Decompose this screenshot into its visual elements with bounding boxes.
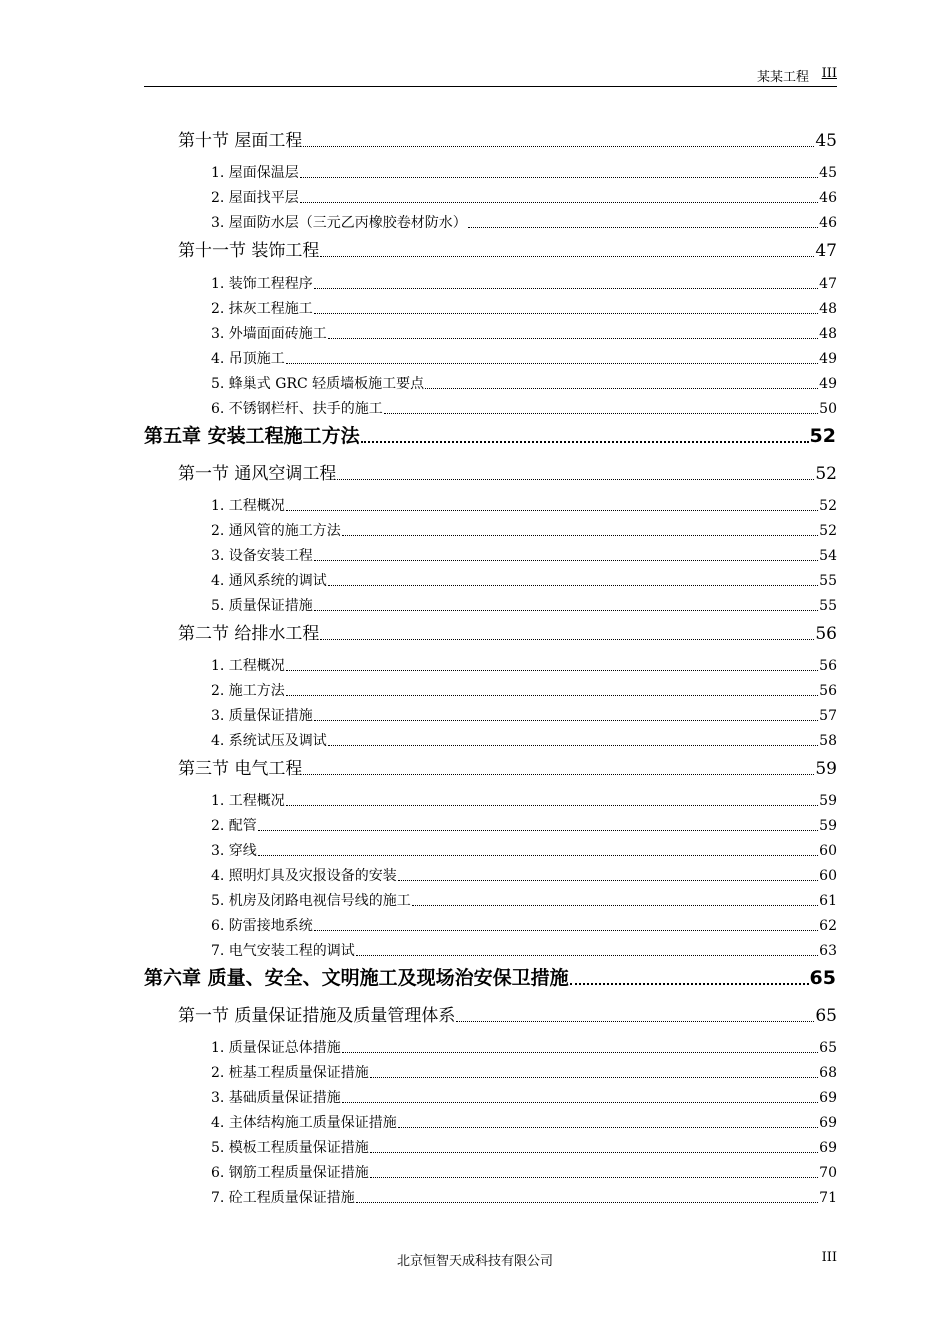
header-page-number: III — [821, 66, 837, 81]
toc-entry-label: 7. 电气安装工程的调试 — [211, 943, 355, 959]
toc-entry-page: 57 — [819, 708, 837, 724]
toc-entry-label: 1. 工程概况 — [211, 793, 285, 809]
toc-entry-page: 70 — [819, 1165, 837, 1181]
toc-entry-page: 65 — [819, 1040, 837, 1056]
toc-entry[interactable] — [211, 273, 837, 293]
toc-entry[interactable] — [211, 890, 837, 910]
toc-entry-label: 2. 桩基工程质量保证措施 — [211, 1065, 369, 1081]
toc-leader-dots — [314, 930, 818, 931]
toc-entry[interactable] — [211, 398, 837, 418]
toc-leader-dots — [303, 774, 814, 775]
toc-leader-dots — [342, 1052, 818, 1053]
toc-leader-dots — [328, 745, 818, 746]
toc-entry-page: 52 — [819, 498, 837, 514]
toc-entry[interactable] — [144, 963, 836, 990]
toc-entry[interactable] — [211, 298, 837, 318]
toc-entry-label: 4. 吊顶施工 — [211, 351, 285, 367]
toc-entry-page: 49 — [819, 351, 837, 367]
toc-entry-page: 61 — [819, 893, 837, 909]
toc-entry[interactable] — [178, 1001, 837, 1026]
toc-entry-page: 65 — [809, 967, 836, 989]
toc-leader-dots — [286, 363, 818, 364]
toc-leader-dots — [314, 313, 818, 314]
toc-leader-dots — [425, 388, 818, 389]
toc-entry[interactable] — [211, 655, 837, 675]
toc-entry-page: 48 — [819, 301, 837, 317]
toc-entry-label: 3. 基础质量保证措施 — [211, 1090, 341, 1106]
toc-entry-label: 1. 工程概况 — [211, 658, 285, 674]
toc-entry[interactable] — [211, 1037, 837, 1057]
toc-entry[interactable] — [211, 520, 837, 540]
toc-entry-page: 68 — [819, 1065, 837, 1081]
toc-entry-page: 59 — [819, 818, 837, 834]
toc-entry-page: 47 — [815, 241, 837, 261]
toc-entry[interactable] — [211, 162, 837, 182]
toc-leader-dots — [314, 288, 818, 289]
toc-entry[interactable] — [211, 323, 837, 343]
toc-entry-label: 4. 主体结构施工质量保证措施 — [211, 1115, 397, 1131]
toc-entry-page: 59 — [815, 759, 837, 779]
toc-entry[interactable] — [211, 940, 837, 960]
toc-entry[interactable] — [178, 236, 837, 261]
toc-entry[interactable] — [211, 915, 837, 935]
toc-leader-dots — [370, 1077, 818, 1078]
toc-entry-page: 48 — [819, 326, 837, 342]
toc-entry-page: 69 — [819, 1140, 837, 1156]
toc-entry-label: 3. 质量保证措施 — [211, 708, 313, 724]
toc-entry-page: 52 — [819, 523, 837, 539]
toc-entry-page: 69 — [819, 1090, 837, 1106]
toc-entry-label: 3. 穿线 — [211, 843, 257, 859]
toc-leader-dots — [314, 560, 818, 561]
toc-leader-dots — [300, 202, 818, 203]
toc-entry[interactable] — [211, 1112, 837, 1132]
toc-entry[interactable] — [211, 495, 837, 515]
toc-leader-dots — [320, 639, 814, 640]
toc-entry-label: 第一节 质量保证措施及质量管理体系 — [178, 1006, 456, 1026]
toc-entry-label: 1. 装饰工程程序 — [211, 276, 313, 292]
toc-entry[interactable] — [211, 680, 837, 700]
toc-entry[interactable] — [211, 1162, 837, 1182]
toc-entry[interactable] — [178, 126, 837, 151]
toc-entry[interactable] — [211, 545, 837, 565]
toc-entry-page: 60 — [819, 843, 837, 859]
toc-entry-label: 第二节 给排水工程 — [178, 624, 320, 644]
toc-leader-dots — [286, 510, 818, 511]
toc-entry-page: 58 — [819, 733, 837, 749]
toc-leader-dots — [300, 177, 818, 178]
toc-entry[interactable] — [211, 570, 837, 590]
toc-entry-label: 6. 防雷接地系统 — [211, 918, 313, 934]
toc-entry-label: 第十一节 装饰工程 — [178, 241, 320, 261]
toc-leader-dots — [303, 146, 814, 147]
toc-leader-dots — [370, 1152, 818, 1153]
toc-entry-label: 1. 质量保证总体措施 — [211, 1040, 341, 1056]
toc-entry-page: 71 — [819, 1190, 837, 1206]
toc-entry-label: 4. 通风系统的调试 — [211, 573, 327, 589]
toc-leader-dots — [361, 441, 809, 443]
toc-entry-page: 46 — [819, 190, 837, 206]
toc-entry[interactable] — [144, 421, 836, 448]
toc-leader-dots — [456, 1021, 814, 1022]
toc-entry-label: 1. 屋面保温层 — [211, 165, 299, 181]
footer-page-number: III — [821, 1250, 837, 1265]
toc-leader-dots — [384, 413, 818, 414]
toc-entry[interactable] — [178, 754, 837, 779]
toc-entry-page: 56 — [819, 683, 837, 699]
toc-entry-label: 5. 质量保证措施 — [211, 598, 313, 614]
toc-entry[interactable] — [211, 373, 837, 393]
toc-leader-dots — [258, 855, 818, 856]
toc-entry[interactable] — [211, 1062, 837, 1082]
toc-entry-label: 2. 配管 — [211, 818, 257, 834]
toc-entry-label: 第三节 电气工程 — [178, 759, 303, 779]
toc-entry-label: 5. 蜂巢式 GRC 轻质墙板施工要点 — [211, 376, 425, 392]
toc-entry-page: 52 — [815, 464, 837, 484]
toc-leader-dots — [314, 720, 818, 721]
toc-entry-page: 45 — [819, 165, 837, 181]
toc-entry-page: 65 — [815, 1006, 837, 1026]
toc-entry-page: 50 — [819, 401, 837, 417]
toc-leader-dots — [570, 983, 809, 985]
toc-entry-page: 59 — [819, 793, 837, 809]
toc-entry-label: 第五章 安装工程施工方法 — [144, 425, 360, 447]
toc-entry-label: 6. 不锈钢栏杆、扶手的施工 — [211, 401, 383, 417]
toc-leader-dots — [258, 830, 818, 831]
toc-entry-label: 1. 工程概况 — [211, 498, 285, 514]
toc-leader-dots — [398, 880, 818, 881]
toc-entry-page: 55 — [819, 598, 837, 614]
toc-leader-dots — [328, 585, 818, 586]
toc-entry-label: 3. 设备安装工程 — [211, 548, 313, 564]
toc-entry-label: 2. 施工方法 — [211, 683, 285, 699]
toc-entry-label: 第一节 通风空调工程 — [178, 464, 337, 484]
toc-leader-dots — [356, 955, 818, 956]
toc-entry[interactable] — [211, 1087, 837, 1107]
toc-leader-dots — [412, 905, 818, 906]
toc-entry[interactable] — [211, 1187, 837, 1207]
toc-leader-dots — [320, 256, 814, 257]
toc-entry[interactable] — [211, 595, 837, 615]
toc-entry-page: 52 — [809, 425, 836, 447]
toc-leader-dots — [328, 338, 818, 339]
toc-entry-label: 第六章 质量、安全、文明施工及现场治安保卫措施 — [144, 967, 569, 989]
toc-leader-dots — [468, 227, 818, 228]
toc-entry-page: 55 — [819, 573, 837, 589]
toc-entry-page: 63 — [819, 943, 837, 959]
toc-entry-page: 49 — [819, 376, 837, 392]
toc-entry[interactable] — [178, 459, 837, 484]
toc-entry-label: 4. 系统试压及调试 — [211, 733, 327, 749]
toc-entry[interactable] — [178, 619, 837, 644]
toc-leader-dots — [314, 610, 818, 611]
toc-entry[interactable] — [211, 790, 837, 810]
toc-leader-dots — [370, 1177, 818, 1178]
toc-entry-page: 62 — [819, 918, 837, 934]
toc-entry-page: 45 — [815, 131, 837, 151]
toc-entry-label: 4. 照明灯具及灾报设备的安装 — [211, 868, 397, 884]
toc-entry-label: 5. 模板工程质量保证措施 — [211, 1140, 369, 1156]
footer-company: 北京恒智天成科技有限公司 — [396, 1254, 553, 1269]
toc-entry-page: 56 — [815, 624, 837, 644]
toc-entry[interactable] — [211, 730, 837, 750]
toc-entry-label: 3. 外墙面面砖施工 — [211, 326, 327, 342]
toc-entry[interactable] — [211, 815, 837, 835]
toc-entry[interactable] — [211, 840, 837, 860]
toc-entry[interactable] — [211, 212, 837, 232]
toc-entry-page: 60 — [819, 868, 837, 884]
toc-entry[interactable] — [211, 348, 837, 368]
toc-leader-dots — [337, 479, 814, 480]
toc-entry-label: 3. 屋面防水层（三元乙丙橡胶卷材防水） — [211, 215, 467, 231]
toc-entry-label: 2. 屋面找平层 — [211, 190, 299, 206]
header-title: 某某工程 — [756, 70, 809, 85]
toc-entry-label: 7. 砼工程质量保证措施 — [211, 1190, 355, 1206]
toc-entry-label: 2. 通风管的施工方法 — [211, 523, 341, 539]
toc-entry[interactable] — [211, 705, 837, 725]
toc-entry[interactable] — [211, 187, 837, 207]
toc-leader-dots — [286, 805, 818, 806]
toc-leader-dots — [342, 1102, 818, 1103]
toc-leader-dots — [286, 670, 818, 671]
toc-entry[interactable] — [211, 865, 837, 885]
toc-leader-dots — [342, 535, 818, 536]
toc-entry-page: 69 — [819, 1115, 837, 1131]
toc-entry-page: 54 — [819, 548, 837, 564]
toc-entry[interactable] — [211, 1137, 837, 1157]
toc-entry-label: 6. 钢筋工程质量保证措施 — [211, 1165, 369, 1181]
toc-entry-label: 2. 抹灰工程施工 — [211, 301, 313, 317]
toc-entry-page: 56 — [819, 658, 837, 674]
toc-entry-page: 46 — [819, 215, 837, 231]
toc-leader-dots — [286, 695, 818, 696]
toc-entry-label: 5. 机房及闭路电视信号线的施工 — [211, 893, 411, 909]
toc-entry-page: 47 — [819, 276, 837, 292]
toc-entry-label: 第十节 屋面工程 — [178, 131, 303, 151]
toc-leader-dots — [398, 1127, 818, 1128]
page-header — [144, 64, 837, 87]
toc-leader-dots — [356, 1202, 818, 1203]
